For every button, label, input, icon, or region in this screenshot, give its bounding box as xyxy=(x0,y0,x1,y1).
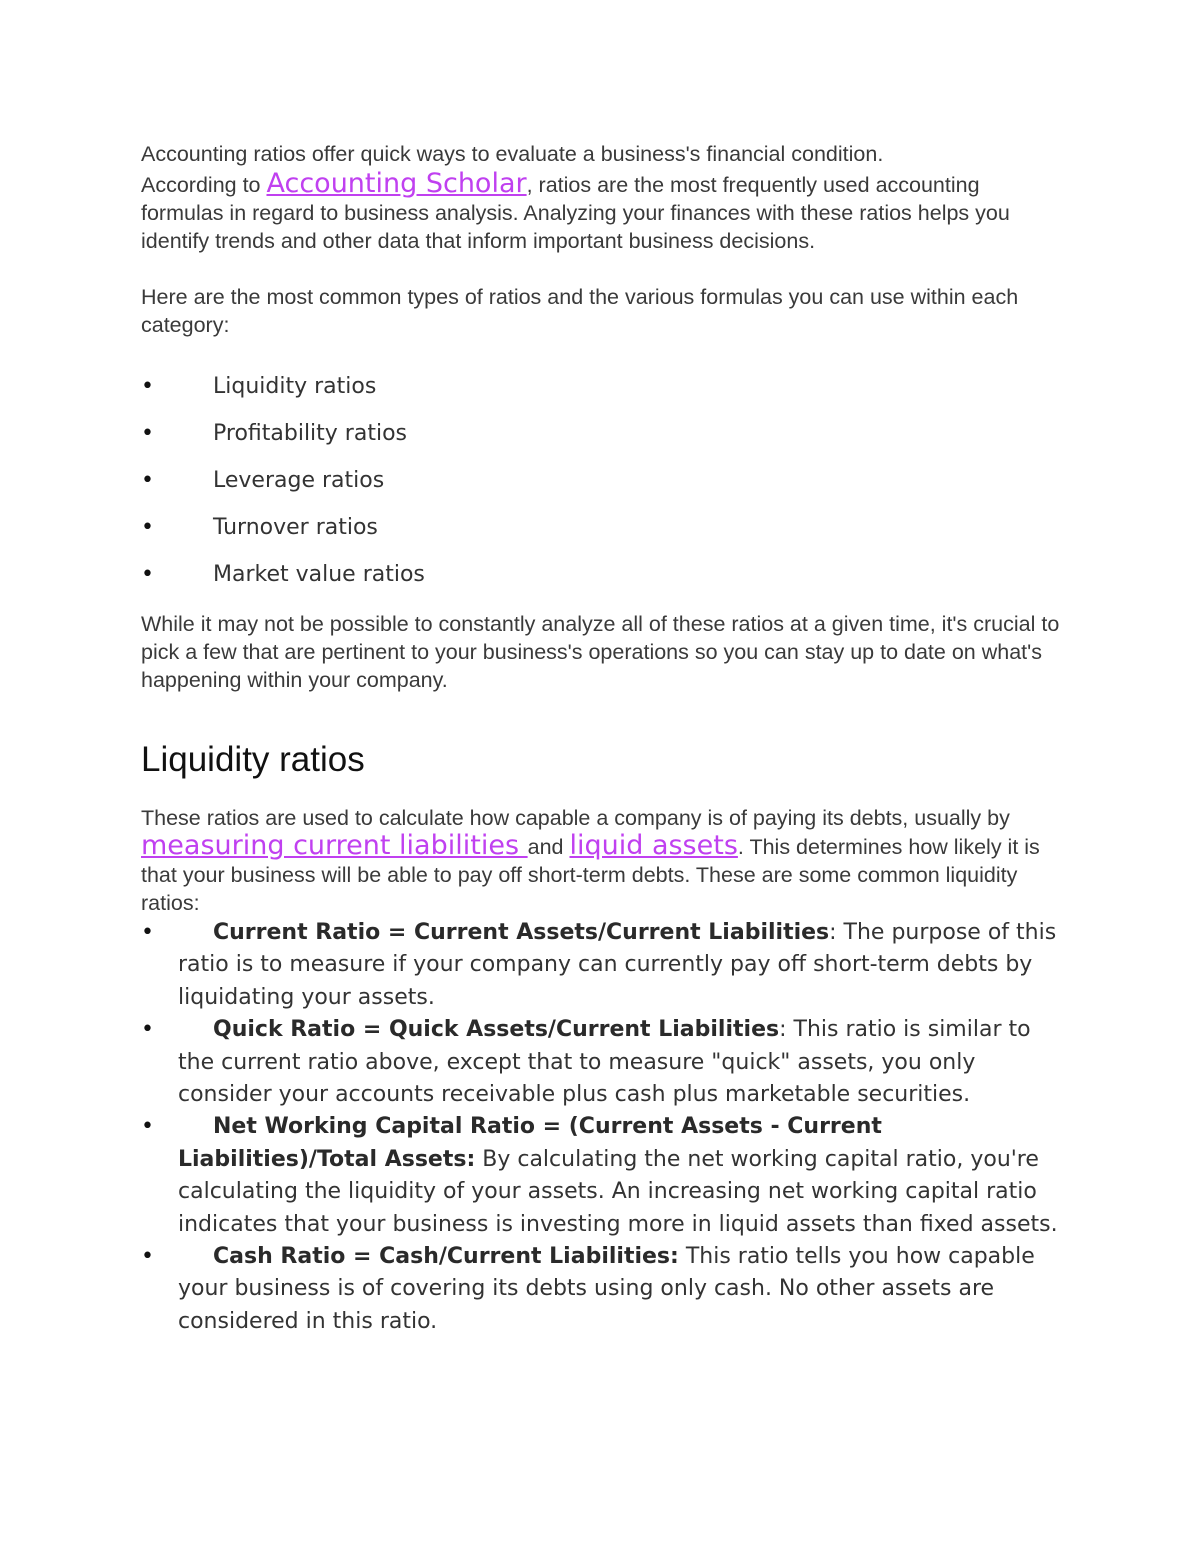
ratio-description: This ratio tells you how capable your business is of covering its debts using only cash. No other assets are considered in this ratio. xyxy=(178,1244,1035,1334)
bullet-icon: • xyxy=(141,421,154,446)
ratio-description: : This ratio is similar to the current ratio above, except that to measure "quick" assets, you only consider your accounts receivable plus cash plus marketable securities. xyxy=(178,1017,1031,1108)
bullet-icon: • xyxy=(141,562,154,587)
intro-before-link: According to xyxy=(141,173,267,197)
document-page xyxy=(141,140,1066,1338)
list-item xyxy=(141,508,1066,555)
liquidity-intro-after: . This determines how likely it is that your business will be able to pay off short-term debts. These are some common liquidity ratios: xyxy=(141,835,1040,915)
intro-after-link: , ratios are the most frequently used accounting formulas in regard to business analysis. Analyzing your finances with these ratios helps you identify trends and other data that inform important business decisions. xyxy=(141,173,1010,253)
ratio-formula: Cash Ratio = Cash/Current Liabilities: xyxy=(213,1244,679,1270)
liquidity-ratio-list xyxy=(141,917,1066,1338)
ratio-description: By calculating the net working capital ratio, you're calculating the liquidity of your assets. An increasing net working capital ratio indicates that your business is investing more in liquid assets than fixed assets. xyxy=(178,1146,1058,1237)
ratio-formula: Quick Ratio = Quick Assets/Current Liabilities xyxy=(213,1017,780,1043)
ratio-formula: Net Working Capital Ratio = (Current Assets - Current Liabilities)/Total Assets: xyxy=(178,1114,882,1172)
list-item xyxy=(141,917,1066,1014)
list-item xyxy=(141,414,1066,461)
liquid-assets-link[interactable]: liquid assets xyxy=(569,830,738,861)
accounting-scholar-link[interactable]: Accounting Scholar xyxy=(266,168,527,199)
list-item xyxy=(141,555,1066,602)
list-item-label: Turnover ratios xyxy=(213,515,378,540)
bullet-icon: • xyxy=(141,1114,154,1140)
ratio-formula: Current Ratio = Current Assets/Current Liabilities xyxy=(213,920,830,945)
liquidity-intro-before: These ratios are used to calculate how capable a company is of paying its debts, usually by xyxy=(141,806,1010,830)
list-item-label: Leverage ratios xyxy=(213,468,385,493)
bullet-icon: • xyxy=(141,1017,154,1043)
liquidity-intro xyxy=(141,804,1066,917)
liquidity-heading: Liquidity ratios xyxy=(141,740,365,779)
list-item-label: Liquidity ratios xyxy=(213,374,377,399)
types-intro: Here are the most common types of ratios and the various formulas you can use within each category: xyxy=(141,285,1019,337)
list-item-label: Profitability ratios xyxy=(213,421,407,446)
list-item xyxy=(141,1241,1066,1338)
ratio-description: : The purpose of this ratio is to measure if your company can currently pay off short-term debts by liquidating your assets. xyxy=(178,920,1057,1010)
bullet-icon: • xyxy=(141,920,154,945)
list-item xyxy=(141,1111,1066,1241)
intro-paragraph xyxy=(141,170,1066,255)
summary-paragraph: While it may not be possible to constantly analyze all of these ratios at a given time, it's crucial to pick a few that are pertinent to your business's operations so you can stay up to date on what's happening within your company. xyxy=(141,612,1060,692)
list-item-label: Market value ratios xyxy=(213,562,425,587)
bullet-icon: • xyxy=(141,515,154,540)
list-item xyxy=(141,1014,1066,1111)
ratio-types-list xyxy=(141,367,1066,602)
list-item xyxy=(141,367,1066,414)
intro-line-1: Accounting ratios offer quick ways to evaluate a business's financial condition. xyxy=(141,142,884,166)
bullet-icon: • xyxy=(141,374,154,399)
bullet-icon: • xyxy=(141,1244,154,1270)
current-liabilities-link[interactable]: measuring current liabilities xyxy=(141,830,528,861)
list-item xyxy=(141,461,1066,508)
liquidity-intro-mid: and xyxy=(527,835,570,859)
bullet-icon: • xyxy=(141,468,154,493)
